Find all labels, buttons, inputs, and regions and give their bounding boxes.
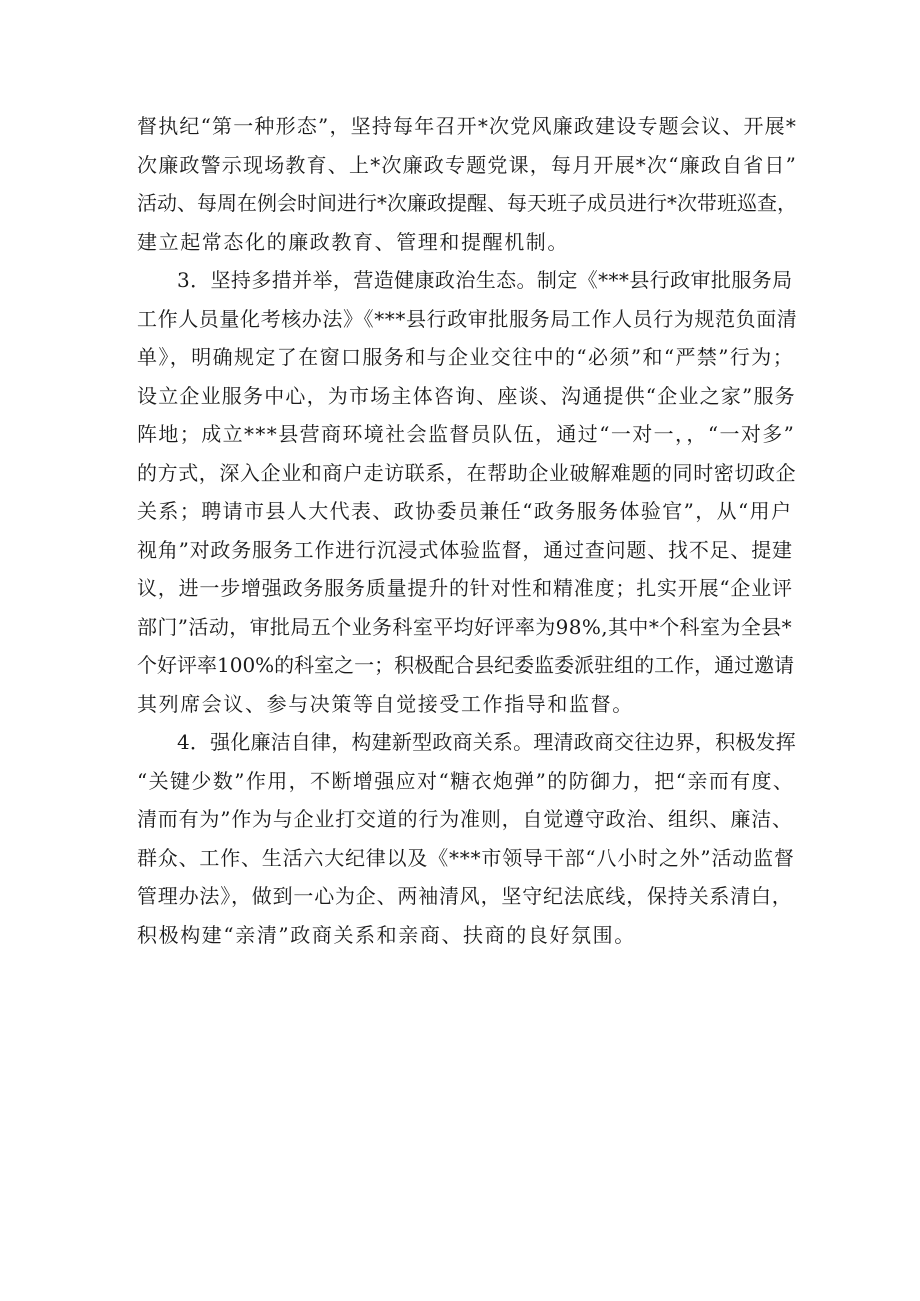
paragraph-item-3 [137,261,797,723]
paragraph-continuation [137,107,797,261]
text-line: 3．坚持多措并举，营造健康政治生态。制定《***县行政审批服务局 [177,268,793,292]
text-line: 清而有为”作为与企业打交道的行为准则，自觉遵守政治、组织、廉洁、 [137,807,793,831]
paragraph-item-4 [137,723,797,954]
text-line: 关系；聘请市县人大代表、政协委员兼任“政务服务体验官”，从“用户 [137,499,793,523]
text-line: 阵地；成立***县营商环境社会监督员队伍，通过“一对一，，“一对多” [137,422,796,446]
text-line: 单》，明确规定了在窗口服务和与企业交往中的“必须”和“严禁”行为； [137,345,795,369]
text-line: 4．强化廉洁自律，构建新型政商关系。理清政商交往边界，积极发挥 [177,730,796,754]
document-body [137,107,797,954]
text-line: 议，进一步增强政务服务质量提升的针对性和精准度；扎实开展“企业评 [137,576,793,600]
text-line: 工作人员量化考核办法》《***县行政审批服务局工作人员行为规范负面清 [137,306,798,331]
text-line: 积极构建“亲清”政商关系和亲商、扶商的良好氛围。 [137,922,636,947]
text-line: “关键少数”作用，不断增强应对“糖衣炮弹”的防御力，把“亲而有度、 [137,768,795,793]
text-line: 次廉政警示现场教育、上*次廉政专题党课，每月开展*次“廉政自省日” [137,152,798,177]
text-line: 部门”活动，审批局五个业务科室平均好评率为98%,其中*个科室为全县* [137,614,793,639]
text-line: 群众、工作、生活六大纪律以及《***市领导干部“八小时之外”活动监督 [137,845,795,870]
text-line: 管理办法》，做到一心为企、两袖清风，坚守纪法底线，保持关系清白， [137,884,793,908]
text-line: 个好评率100%的科室之一；积极配合县纪委监委派驻组的工作，通过邀请 [137,653,795,677]
text-line: 其列席会议、参与决策等自觉接受工作指导和监督。 [137,691,634,716]
text-line: 视角”对政务服务工作进行沉浸式体验监督，通过查问题、找不足、提建 [137,537,793,562]
text-line: 建立起常态化的廉政教育、管理和提醒机制。 [137,229,569,254]
text-line: 督执纪“第一种形态”，坚持每年召开*次党风廉政建设专题会议、开展* [137,114,798,138]
text-line: 的方式，深入企业和商户走访联系，在帮助企业破解难题的同时密切政企 [137,460,797,485]
text-line: 设立企业服务中心，为市场主体咨询、座谈、沟通提供“企业之家”服务 [137,383,796,408]
text-line: 活动、每周在例会时间进行*次廉政提醒、每天班子成员进行*次带班巡查， [137,191,797,215]
